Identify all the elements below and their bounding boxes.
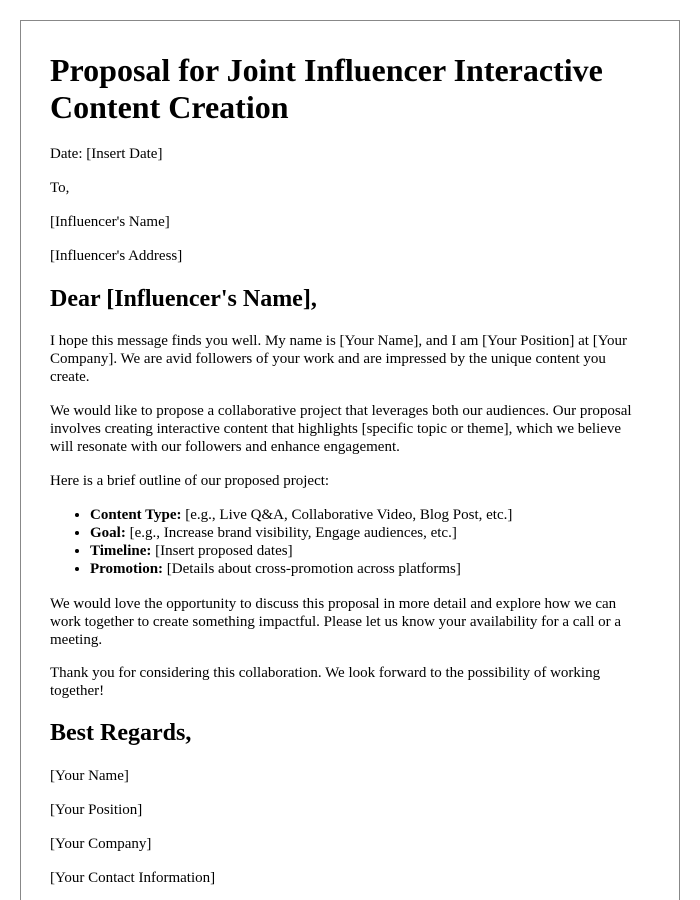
letter-page (20, 20, 680, 900)
outline-intro: Here is a brief outline of our proposed project: (50, 473, 330, 489)
document-title: Proposal for Joint Influencer Interactive Content Creation (50, 52, 603, 125)
signature-position: [Your Position] (50, 802, 143, 818)
list-item: • Content Type: [e.g., Live Q&A, Collaborative Video, Blog Post, etc.] (90, 506, 512, 524)
proposal-paragraph: We would like to propose a collaborative project that leverages both our audiences. Our proposal involves creating interactive content that highlights [specific topic or theme], which we believe will resonate with our followers and enhance engagement. (50, 403, 632, 455)
signature-company: [Your Company] (50, 836, 152, 852)
salutation: Dear [Influencer's Name], (50, 286, 317, 312)
signoff: Best Regards, (50, 720, 192, 746)
signature-name: [Your Name] (50, 768, 129, 784)
date-line: Date: [Insert Date] (50, 146, 163, 162)
intro-paragraph: I hope this message finds you well. My name is [Your Name], and I am [Your Position] at [Your Company]. We are avid followers of your work and are impressed by the unique content you create. (50, 333, 628, 385)
recipient-address: [Influencer's Address] (50, 248, 183, 264)
signature-contact: [Your Contact Information] (50, 870, 216, 886)
list-item: • Timeline: [Insert proposed dates] (90, 542, 512, 560)
to-line: To, (50, 180, 70, 196)
outline-list (50, 506, 512, 578)
list-item: • Promotion: [Details about cross-promotion across platforms] (90, 560, 512, 578)
recipient-name: [Influencer's Name] (50, 214, 170, 230)
thanks-paragraph: Thank you for considering this collaboration. We look forward to the possibility of working together! (50, 665, 601, 699)
list-item: • Goal: [e.g., Increase brand visibility, Engage audiences, etc.] (90, 524, 512, 542)
discussion-paragraph: We would love the opportunity to discuss this proposal in more detail and explore how we can work together to create something impactful. Please let us know your availability for a call or a meeting. (50, 596, 622, 648)
